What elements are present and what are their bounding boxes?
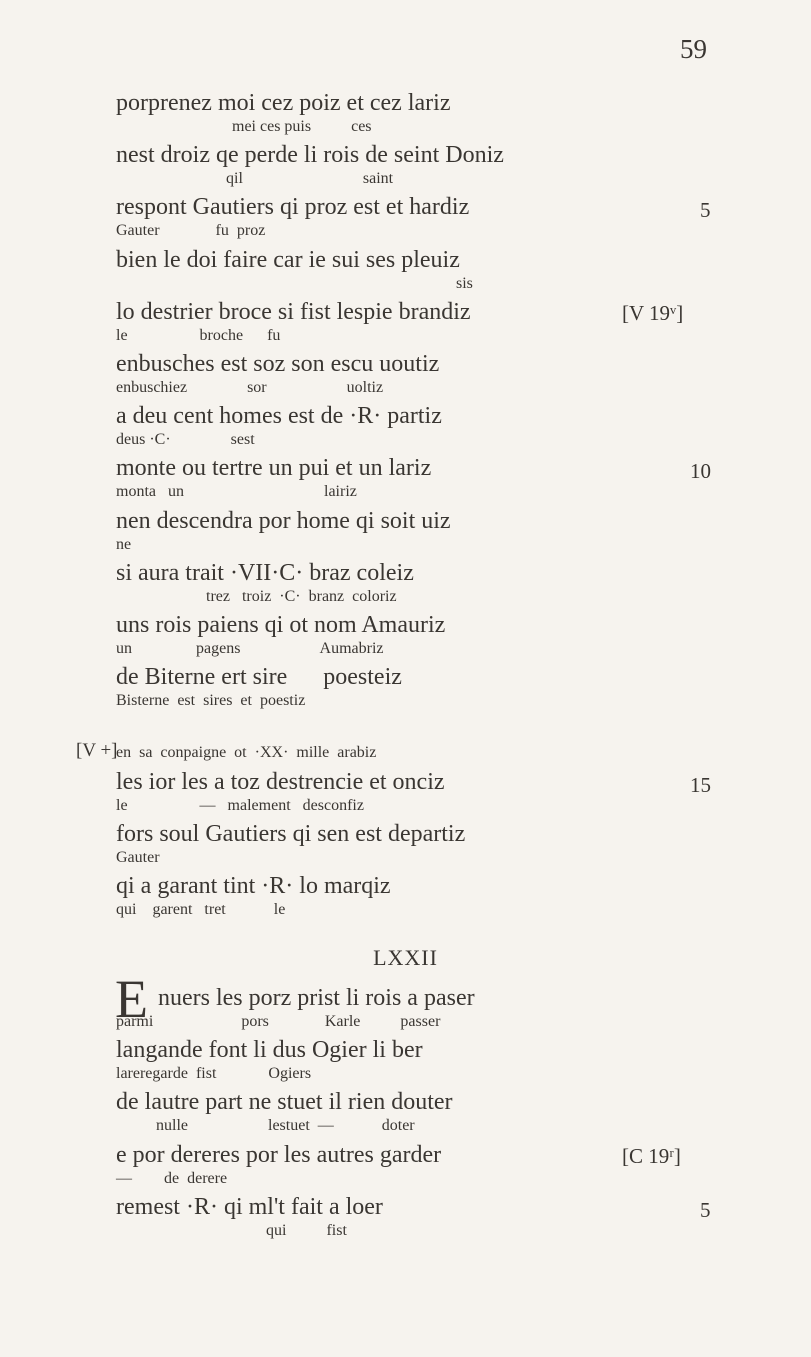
variant-reading: le broche fu	[116, 326, 281, 344]
variant-reading: ne	[116, 535, 132, 553]
variant-reading: mei ces puis ces	[232, 118, 372, 135]
variant-reading: parmi pors Karle passer	[116, 1013, 441, 1030]
verse-line: e por dereres por les autres garder	[116, 1141, 442, 1168]
variant-reading: un pagens Aumabriz	[116, 640, 384, 657]
variant-reading: nulle lestuet — doter	[156, 1117, 415, 1135]
variant-reading: sis	[456, 274, 473, 292]
verse-line: uns rois paiens qi ot nom Amauriz	[116, 612, 446, 638]
variant-reading: Gauter	[116, 848, 160, 866]
verse-line: de lautre part ne stuet il rien douter	[116, 1089, 453, 1116]
verse-line: respont Gautiers qi proz est et hardiz	[116, 194, 470, 221]
line-number: 10	[690, 459, 711, 484]
margin-reference: [C 19ʳ]	[622, 1143, 681, 1168]
variant-reading: qil saint	[226, 170, 394, 188]
margin-reference: [V 19ᵛ]	[622, 300, 684, 325]
variant-reading: deus ·C· sest	[116, 431, 255, 449]
verse-line: a deu cent homes est de ·R· partiz	[116, 403, 442, 430]
verse-line: enbusches est soz son escu uoutiz	[116, 351, 440, 377]
section-heading: LXXII	[373, 945, 438, 970]
variant-reading: qui garent tret le	[116, 901, 286, 918]
verse-line: nest droiz qe perde li rois de seint Doniz	[116, 142, 504, 169]
variant-reading: qui fist	[266, 1221, 347, 1239]
verse-line: nuers les porz prist li rois a paser	[158, 985, 475, 1011]
verse-line: lo destrier broce si fist lespie brandiz	[116, 298, 471, 325]
verse-line: porprenez moi cez poiz et cez lariz	[116, 90, 451, 116]
verse-line: remest ·R· qi ml't fait a loer	[116, 1193, 383, 1220]
line-number: 15	[690, 772, 711, 797]
verse-line: bien le doi faire car ie sui ses pleuiz	[116, 246, 460, 273]
verse-line: les ior les a toz destrencie et onciz	[116, 768, 445, 795]
variant-reading: en sa conpaigne ot ·XX· mille arabiz	[116, 744, 377, 762]
variant-reading: trez troiz ·C· branz coloriz	[206, 587, 397, 605]
verse-line: fors soul Gautiers qi sen est departiz	[116, 820, 466, 847]
line-number: 5	[700, 198, 711, 223]
verse-line: nen descendra por home qi soit uiz	[116, 507, 451, 534]
margin-reference: [V +]	[76, 740, 118, 762]
initial-letter: E	[115, 969, 148, 1029]
verse-line: de Biterne ert sire poesteiz	[116, 664, 402, 691]
verse-line: monte ou tertre un pui et un lariz	[116, 455, 432, 482]
variant-reading: le — malement desconfiz	[116, 796, 364, 814]
verse-line: qi a garant tint ·R· lo marqiz	[116, 873, 391, 899]
variant-reading: monta un lairiz	[116, 483, 357, 501]
verse-line: langande font li dus Ogier li ber	[116, 1037, 423, 1064]
variant-reading: Bisterne est sires et poestiz	[116, 692, 306, 710]
variant-reading: lareregarde fist Ogiers	[116, 1065, 312, 1083]
verse-line: si aura trait ·VII·C· braz coleiz	[116, 559, 414, 586]
variant-reading: — de derere	[116, 1169, 228, 1187]
variant-reading: enbuschiez sor uoltiz	[116, 379, 384, 396]
variant-reading: Gauter fu proz	[116, 222, 266, 240]
line-number: 5	[700, 1197, 711, 1222]
page-number: 59	[680, 34, 707, 64]
